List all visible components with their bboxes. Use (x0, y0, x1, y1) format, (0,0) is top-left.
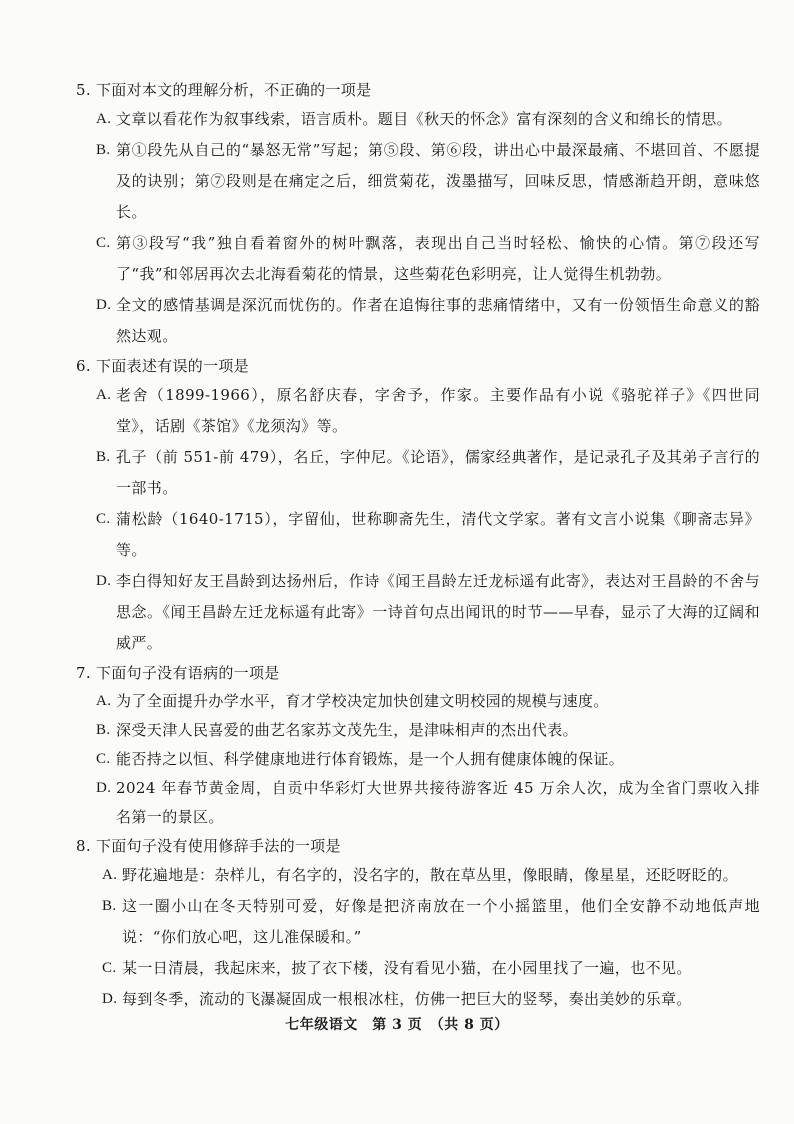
option-label: A. (96, 111, 112, 127)
option-c (76, 228, 760, 290)
option-a (76, 380, 760, 442)
option-b (76, 716, 760, 745)
option-text: 蒲松龄（1640-1715），字留仙，世称聊斋先生，清代文学家。著有文言小说集《聊斋志异》等。 (116, 510, 760, 559)
question-stem: 6. 下面表述有误的一项是 (76, 357, 249, 375)
option-a (76, 104, 760, 135)
option-d (76, 566, 760, 659)
option-d (76, 774, 760, 832)
option-c (76, 953, 760, 984)
option-text: 为了全面提升办学水平，育才学校决定加快创建文明校园的规模与速度。 (116, 692, 609, 710)
option-label: B. (96, 142, 111, 158)
option-label: A. (102, 867, 118, 883)
option-label: B. (96, 449, 111, 465)
option-b (76, 135, 760, 228)
option-label: A. (96, 693, 112, 709)
option-b (76, 442, 760, 504)
option-text: 全文的感情基调是深沉而忧伤的。作者在追悔往事的悲痛情绪中，又有一份领悟生命意义的豁然达观。 (116, 296, 760, 345)
option-text: 2024 年春节黄金周，自贡中华彩灯大世界共接待游客近 45 万余人次，成为全省门票收入排名第一的景区。 (116, 779, 760, 826)
option-label: C. (96, 235, 111, 251)
option-label: D. (96, 780, 112, 796)
option-d (76, 290, 760, 352)
option-text: 能否持之以恒、科学健康地进行体育锻炼，是一个人拥有健康体魄的保证。 (116, 750, 625, 768)
option-label: B. (102, 898, 117, 914)
option-text: 每到冬季，流动的飞瀑凝固成一根根冰柱，仿佛一把巨大的竖琴，奏出美妙的乐章。 (122, 990, 692, 1008)
option-text: 第①段先从自己的“暴怒无常”写起；第⑤段、第⑥段，讲出心中最深最痛、不堪回首、不愿提及的诀别；第⑦段则是在痛定之后，细赏菊花，泼墨描写，回味反思，情感渐趋开朗，意味悠长。 (116, 141, 760, 221)
option-text: 孔子（前 551-前 479），名丘，字仲尼。《论语》，儒家经典著作，是记录孔子及其弟子言行的一部书。 (116, 448, 760, 497)
option-text: 深受天津人民喜爱的曲艺名家苏文茂先生，是津味相声的杰出代表。 (116, 721, 579, 739)
option-label: C. (96, 751, 111, 767)
question-8 (76, 832, 760, 1015)
option-text: 文章以看花作为叙事线索，语言质朴。题目《秋天的怀念》富有深刻的含义和绵长的情思。 (116, 110, 733, 128)
question-list (76, 76, 760, 1015)
question-5 (76, 76, 760, 352)
question-stem: 8. 下面句子没有使用修辞手法的一项是 (76, 837, 341, 855)
option-text: 李白得知好友王昌龄到达扬州后，作诗《闻王昌龄左迁龙标遥有此寄》，表达对王昌龄的不舍与思念。《闻王昌龄左迁龙标遥有此寄》一诗首句点出闻讯的时节——早春，显示了大海的辽阔和威严。 (116, 572, 760, 652)
page-footer: 七年级语文 第 3 页 （共 8 页） (285, 1017, 509, 1033)
option-text: 某一日清晨，我起床来，披了衣下楼，没有看见小猫，在小园里找了一遍，也不见。 (122, 959, 692, 977)
option-b (76, 891, 760, 953)
option-text: 第③段写“我”独自看着窗外的树叶飘落，表现出自己当时轻松、愉快的心情。第⑦段还写了“我”和邻居再次去北海看菊花的情景，这些菊花色彩明亮，让人觉得生机勃勃。 (116, 234, 760, 283)
option-a (76, 860, 760, 891)
option-c (76, 504, 760, 566)
option-label: D. (96, 297, 112, 313)
option-label: D. (102, 991, 118, 1007)
option-label: C. (96, 511, 111, 527)
option-d (76, 984, 760, 1015)
question-7 (76, 659, 760, 832)
option-label: C. (102, 960, 117, 976)
option-text: 老舍（1899-1966），原名舒庆春，字舍予，作家。主要作品有小说《骆驼祥子》《四世同堂》，话剧《茶馆》《龙须沟》等。 (116, 386, 760, 435)
option-label: B. (96, 722, 111, 738)
option-text: 这一圈小山在冬天特别可爱，好像是把济南放在一个小摇篮里，他们全安静不动地低声地说：“你们放心吧，这儿准保暖和。” (122, 897, 760, 946)
option-label: D. (96, 573, 112, 589)
option-text: 野花遍地是：杂样儿，有名字的，没名字的，散在草丛里，像眼睛，像星星，还眨呀眨的。 (122, 866, 739, 884)
question-stem: 7. 下面句子没有语病的一项是 (76, 664, 280, 682)
question-stem: 5. 下面对本文的理解分析，不正确的一项是 (76, 81, 372, 99)
question-6 (76, 352, 760, 659)
option-a (76, 687, 760, 716)
option-label: A. (96, 387, 112, 403)
option-c (76, 745, 760, 774)
